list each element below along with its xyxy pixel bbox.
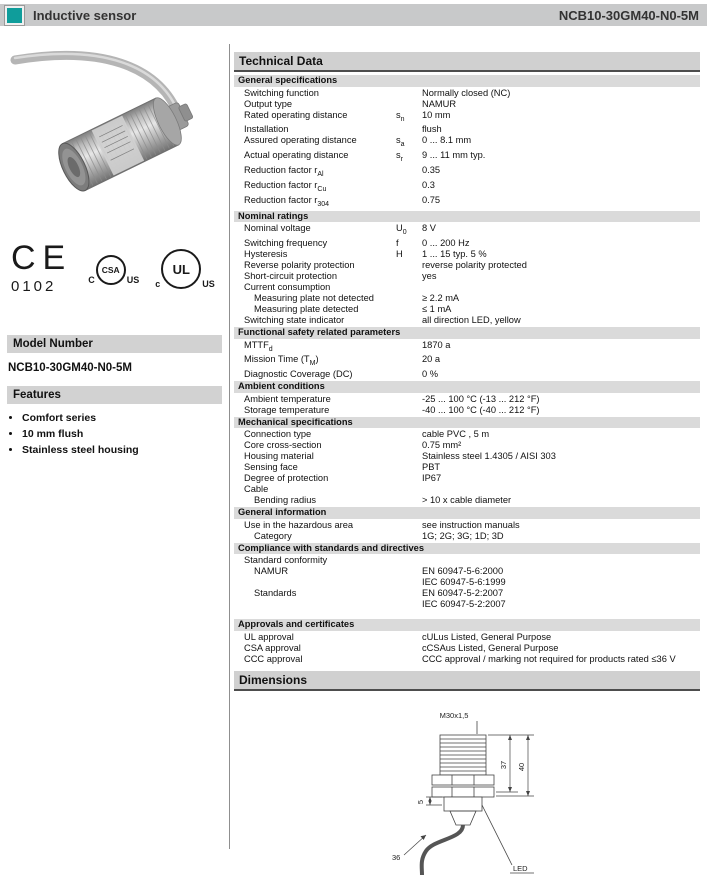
row-label: Housing material (244, 451, 314, 462)
table-row (234, 260, 700, 271)
row-value: 1G; 2G; 3G; 1D; 3D (422, 530, 504, 541)
row-label: Hysteresis (244, 249, 288, 260)
product-type-title: Inductive sensor (33, 7, 137, 23)
product-photo (7, 34, 219, 226)
row-label: Core cross-section (244, 440, 322, 451)
ul-mark (155, 249, 215, 289)
row-label: Nominal voltage (244, 223, 311, 234)
dim-thread-label: M30x1,5 (439, 710, 469, 720)
table-row (234, 110, 700, 125)
row-symbol (396, 195, 422, 210)
row-symbol: $s_r$ (396, 150, 403, 164)
row-symbol (396, 440, 422, 451)
row-symbol (396, 271, 422, 282)
row-value: 20 a (422, 354, 441, 365)
dimension-drawing-svg (382, 707, 572, 882)
row-value: EN 60947-5-2:2007 IEC 60947-5-2:2007 (422, 588, 506, 610)
row-label: UL approval (244, 631, 294, 642)
row-value: Normally closed (NC) (422, 87, 511, 98)
feature-item: • 10 mm flush (22, 428, 222, 440)
dimension-drawing (382, 707, 572, 887)
row-label: Connection type (244, 429, 312, 440)
left-column (7, 34, 222, 460)
table-section-header: Functional safety related parameters (234, 327, 700, 339)
row-label: Switching function (244, 87, 319, 98)
row-label: Switching frequency (244, 238, 328, 249)
row-value: 1 ... 15 typ. 5 % (422, 249, 487, 260)
row-value: 9 ... 11 mm typ. (422, 150, 486, 161)
table-row (234, 643, 700, 654)
row-value: see instruction manuals (422, 519, 520, 530)
csa-mark (88, 255, 139, 285)
row-symbol (396, 473, 422, 484)
row-value: 1870 a (422, 339, 451, 350)
feature-item: • Stainless steel housing (22, 444, 222, 456)
row-value: flush (422, 124, 442, 135)
row-symbol (396, 588, 422, 610)
table-row (234, 632, 700, 643)
row-symbol: H (396, 249, 403, 260)
page-header (0, 4, 707, 26)
row-symbol: $s_a$ (396, 135, 405, 149)
table-row (234, 340, 700, 355)
row-label: Reduction factor $r_{Al}$ (244, 165, 324, 178)
sensor-body (53, 87, 202, 195)
table-row (234, 654, 700, 665)
table-row (234, 451, 700, 462)
ul-suffix: US (202, 279, 215, 289)
row-label: Storage temperature (244, 404, 330, 415)
row-label: Category (254, 530, 292, 541)
csa-suffix: US (126, 275, 140, 285)
row-value: PBT (422, 462, 441, 473)
row-symbol (396, 394, 422, 405)
row-symbol (396, 88, 422, 99)
row-value (422, 555, 700, 566)
table-gap (234, 610, 700, 618)
row-value: CCC approval / marking not required for products rated ≤36 V (422, 653, 676, 664)
row-value: 0.75 mm² (422, 440, 462, 451)
table-row (234, 88, 700, 99)
table-row (234, 394, 700, 405)
ce-mark (11, 241, 72, 295)
table-row (234, 429, 700, 440)
row-label: Cable (244, 484, 269, 495)
row-value (422, 282, 700, 293)
row-label: Short-circuit protection (244, 271, 338, 282)
row-symbol (396, 180, 422, 195)
table-row (234, 99, 700, 110)
dim-40-label: 40 (517, 762, 526, 771)
row-symbol: $U_0$ (396, 223, 407, 237)
header-model-number: NCB10-30GM40-N0-5M (558, 7, 699, 23)
row-label: Assured operating distance (244, 135, 357, 146)
technical-data-heading: Technical Data (234, 52, 700, 72)
row-value: ≤ 1 mA (422, 304, 452, 315)
features-heading: Features (7, 386, 222, 404)
table-row (234, 271, 700, 282)
row-symbol (396, 495, 422, 506)
row-label: Measuring plate not detected (254, 293, 374, 304)
row-value: > 10 x cable diameter (422, 495, 512, 506)
table-section-header: Ambient conditions (234, 381, 700, 393)
row-symbol (396, 555, 422, 566)
row-symbol (396, 632, 422, 643)
row-label: Rated operating distance (244, 109, 348, 120)
table-row (234, 354, 700, 369)
table-section-header: General information (234, 507, 700, 519)
row-label: Reverse polarity protection (244, 260, 355, 271)
row-value: cCSAus Listed, General Purpose (422, 642, 559, 653)
table-row (234, 304, 700, 315)
row-label: Switching state indicator (244, 315, 345, 326)
model-number-heading: Model Number (7, 335, 222, 353)
table-row (234, 440, 700, 451)
row-value: cULus Listed, General Purpose (422, 631, 552, 642)
row-value: 0.35 (422, 165, 441, 176)
row-label: Current consumption (244, 282, 331, 293)
table-row (234, 293, 700, 304)
row-symbol (396, 405, 422, 416)
feature-item: • Comfort series (22, 412, 222, 424)
row-label: Actual operating distance (244, 150, 349, 161)
row-value: EN 60947-5-6:2000 IEC 60947-5-6:1999 (422, 566, 506, 588)
row-label: CSA approval (244, 642, 301, 653)
dim-5-label: 5 (416, 799, 425, 804)
row-label: Mission Time $(T_M)$ (244, 354, 319, 368)
row-symbol (396, 462, 422, 473)
dim-36-label: 36 (392, 852, 401, 862)
table-row (234, 195, 700, 210)
row-value: 0 % (422, 369, 439, 380)
row-value: NAMUR (422, 98, 457, 109)
table-row (234, 495, 700, 506)
ce-logo: CE (11, 239, 73, 277)
row-label: Reduction factor $r_{304}$ (244, 194, 330, 208)
row-value: yes (422, 271, 437, 282)
row-value: 0 ... 200 Hz (422, 238, 470, 249)
row-symbol (396, 429, 422, 440)
row-label: Bending radius (254, 495, 317, 506)
row-value: Stainless steel 1.4305 / AISI 303 (422, 451, 556, 462)
row-value: 0 ... 8.1 mm (422, 135, 472, 146)
technical-data-table (234, 75, 700, 665)
table-row (234, 315, 700, 326)
row-label: Standards (254, 588, 297, 599)
row-symbol (396, 260, 422, 271)
row-label: Installation (244, 124, 289, 135)
brand-logo-icon (5, 6, 24, 25)
row-value: -40 ... 100 °C (-40 ... 212 °F) (422, 404, 540, 415)
table-section-header: Approvals and certificates (234, 619, 700, 631)
row-symbol (396, 304, 422, 315)
row-label: Degree of protection (244, 473, 329, 484)
row-symbol (396, 531, 422, 542)
table-row (234, 531, 700, 542)
row-symbol (396, 340, 422, 355)
led-label: LED (513, 863, 528, 873)
row-symbol (396, 165, 422, 180)
features-list (7, 412, 222, 456)
table-row (234, 124, 700, 135)
row-symbol (396, 484, 422, 495)
csa-logo: CSA (96, 255, 126, 285)
row-symbol (396, 654, 422, 665)
row-label: Diagnostic Coverage (DC) (244, 369, 353, 380)
row-label: CCC approval (244, 653, 303, 664)
table-row (234, 555, 700, 566)
row-value: reverse polarity protected (422, 260, 527, 271)
table-row (234, 135, 700, 150)
row-label: Use in the hazardous area (244, 519, 354, 530)
table-row (234, 238, 700, 249)
row-symbol: f (396, 238, 399, 249)
row-symbol (396, 354, 422, 369)
table-row (234, 484, 700, 495)
row-label: NAMUR (254, 566, 289, 577)
row-symbol: $s_n$ (396, 109, 405, 123)
table-row (234, 473, 700, 484)
technical-data-column (234, 52, 700, 887)
row-label: Output type (244, 98, 293, 109)
row-label: Sensing face (244, 462, 298, 473)
dim-37-label: 37 (499, 760, 508, 769)
row-value: 0.3 (422, 179, 435, 190)
table-row (234, 223, 700, 238)
table-row (234, 282, 700, 293)
row-label: $MTTF_d$ (244, 339, 273, 353)
row-value: -25 ... 100 °C (-13 ... 212 °F) (422, 393, 540, 404)
row-symbol (396, 369, 422, 380)
row-symbol (396, 451, 422, 462)
row-label: Standard conformity (244, 555, 328, 566)
table-row (234, 249, 700, 260)
row-symbol (396, 282, 422, 293)
row-label: Reduction factor $r_{Cu}$ (244, 179, 327, 193)
table-section-header: Nominal ratings (234, 211, 700, 223)
table-row (234, 369, 700, 380)
row-symbol (396, 293, 422, 304)
row-value (422, 484, 700, 495)
table-row (234, 180, 700, 195)
row-value: IP67 (422, 473, 442, 484)
sensor-outline (422, 721, 534, 875)
ul-prefix: c (155, 279, 161, 289)
row-symbol (396, 643, 422, 654)
row-value: ≥ 2.2 mA (422, 293, 460, 304)
table-section-header: Compliance with standards and directives (234, 543, 700, 555)
row-symbol (396, 99, 422, 110)
table-row (234, 165, 700, 180)
table-row (234, 566, 700, 588)
row-label: Ambient temperature (244, 393, 331, 404)
row-symbol (396, 315, 422, 326)
table-row (234, 520, 700, 531)
row-symbol (396, 520, 422, 531)
row-value: 8 V (422, 223, 436, 234)
table-section-header: Mechanical specifications (234, 417, 700, 429)
certifications (7, 241, 222, 305)
table-row (234, 405, 700, 416)
dimensions-heading: Dimensions (234, 671, 700, 691)
row-value: 0.75 (422, 194, 441, 205)
row-value: all direction LED, yellow (422, 315, 521, 326)
row-label: Measuring plate detected (254, 304, 359, 315)
row-symbol (396, 124, 422, 135)
table-row (234, 462, 700, 473)
csa-prefix: C (88, 275, 95, 285)
model-number-value: NCB10-30GM40-N0-5M (8, 362, 132, 374)
row-value: cable PVC , 5 m (422, 429, 490, 440)
row-symbol (396, 566, 422, 588)
table-row (234, 150, 700, 165)
column-divider (229, 44, 230, 849)
table-row (234, 588, 700, 610)
table-section-header: General specifications (234, 75, 700, 87)
ce-notified-body-number: 0102 (11, 278, 57, 295)
row-value: 10 mm (422, 109, 451, 120)
ul-logo: UL (161, 249, 201, 289)
